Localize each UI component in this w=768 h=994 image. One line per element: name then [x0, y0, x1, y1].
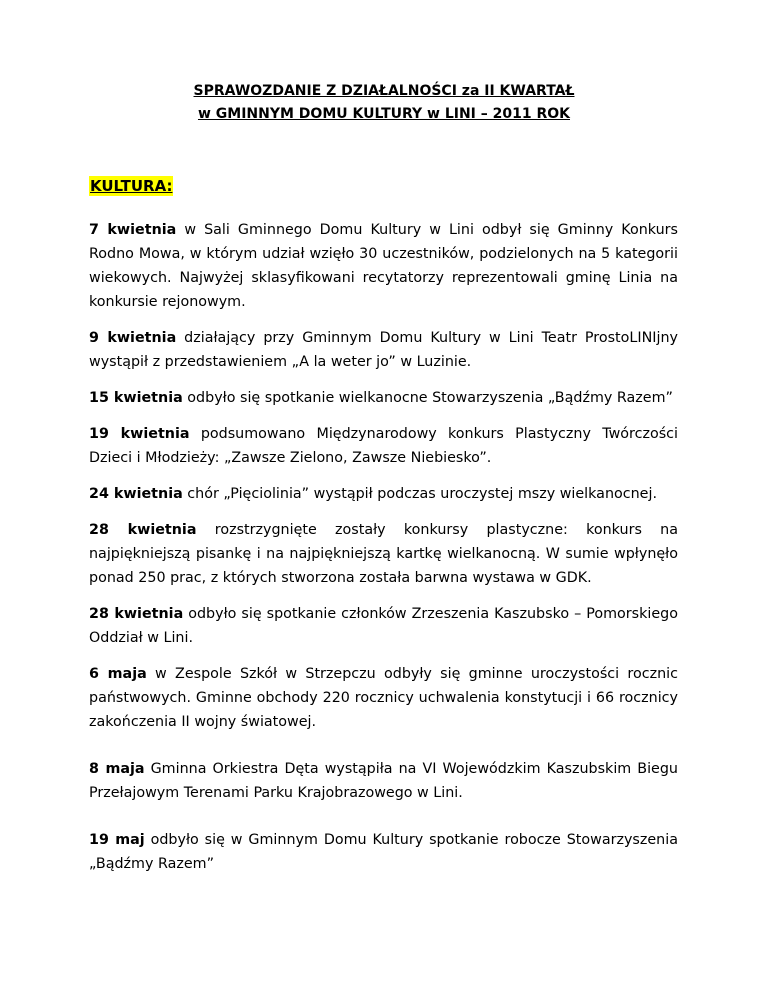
entry-text: Gminna Orkiestra Dęta wystąpiła na VI Wojewódzkim Kaszubskim Biegu Przełajowym Terenami Parku Krajobrazowego w Lini. [89, 761, 678, 801]
entry-text: w Sali Gminnego Domu Kultury w Lini odbył się Gminny Konkurs Rodno Mowa, w którym udział wzięło 30 uczestników, podzielonych na 5 kategorii wiekowych. Najwyżej sklasyfikowani recytatorzy reprezentowali gminę Linia na konkursie rejonowym. [89, 222, 678, 310]
entry-text: odbyło się spotkanie członków Zrzeszenia Kaszubsko – Pomorskiego Oddział w Lini. [89, 606, 678, 646]
entry-date: 24 kwietnia [89, 486, 183, 502]
section-heading-kultura: KULTURA: [90, 177, 173, 195]
entry-text: odbyło się w Gminnym Domu Kultury spotkanie robocze Stowarzyszenia „Bądźmy Razem” [89, 832, 678, 872]
entry-text: działający przy Gminnym Domu Kultury w Lini Teatr ProstoLINIjny wystąpił z przedstawieniem „A la weter jo” w Luzinie. [89, 330, 678, 370]
entry-19-kwietnia [89, 422, 678, 470]
entry-text: chór „Pięciolinia” wystąpił podczas uroczystej mszy wielkanocnej. [182, 486, 657, 502]
entry-text: w Zespole Szkół w Strzepczu odbyły się gminne uroczystości rocznic państwowych. Gminne obchody 220 rocznicy uchwalenia konstytucji i 66 rocznicy zakończenia II wojny światowej. [89, 666, 678, 730]
entry-text: podsumowano Międzynarodowy konkurs Plastyczny Twórczości Dzieci i Młodzieży: „Zawsze Zielono, Zawsze Niebiesko”. [89, 426, 678, 466]
entry-8-maja [89, 757, 678, 805]
entry-28-kwietnia-konkursy [89, 518, 678, 590]
report-title [0, 80, 768, 126]
report-title-line-1: SPRAWOZDANIE Z DZIAŁALNOŚCI za II KWARTAŁ [193, 83, 575, 99]
entry-date: 9 kwietnia [89, 330, 177, 346]
entry-text: rozstrzygnięte zostały konkursy plastyczne: konkurs na najpiękniejszą pisankę i na najpiękniejszą kartkę wielkanocną. W sumie wpłynęło ponad 250 prac, z których stworzona została barwna wystawa w GDK. [89, 522, 678, 586]
entry-date: 28 kwietnia [89, 522, 197, 538]
entry-date: 8 maja [89, 761, 145, 777]
entry-28-kwietnia-zrzeszenie [89, 602, 678, 650]
entry-9-kwietnia [89, 326, 678, 374]
entry-24-kwietnia [89, 482, 678, 506]
entry-date: 6 maja [89, 666, 147, 682]
entry-date: 7 kwietnia [89, 222, 177, 238]
report-title-line-2: w GMINNYM DOMU KULTURY w LINI – 2011 ROK [197, 106, 570, 122]
entry-date: 19 kwietnia [89, 426, 190, 442]
entry-7-kwietnia [89, 218, 678, 314]
entries-list [89, 218, 678, 888]
entry-date: 28 kwietnia [89, 606, 184, 622]
entry-text: odbyło się spotkanie wielkanocne Stowarzyszenia „Bądźmy Razem” [182, 390, 673, 406]
entry-6-maja [89, 662, 678, 734]
entry-date: 19 maj [89, 832, 145, 848]
entry-19-maj [89, 828, 678, 876]
entry-15-kwietnia [89, 386, 678, 410]
entry-date: 15 kwietnia [89, 390, 183, 406]
